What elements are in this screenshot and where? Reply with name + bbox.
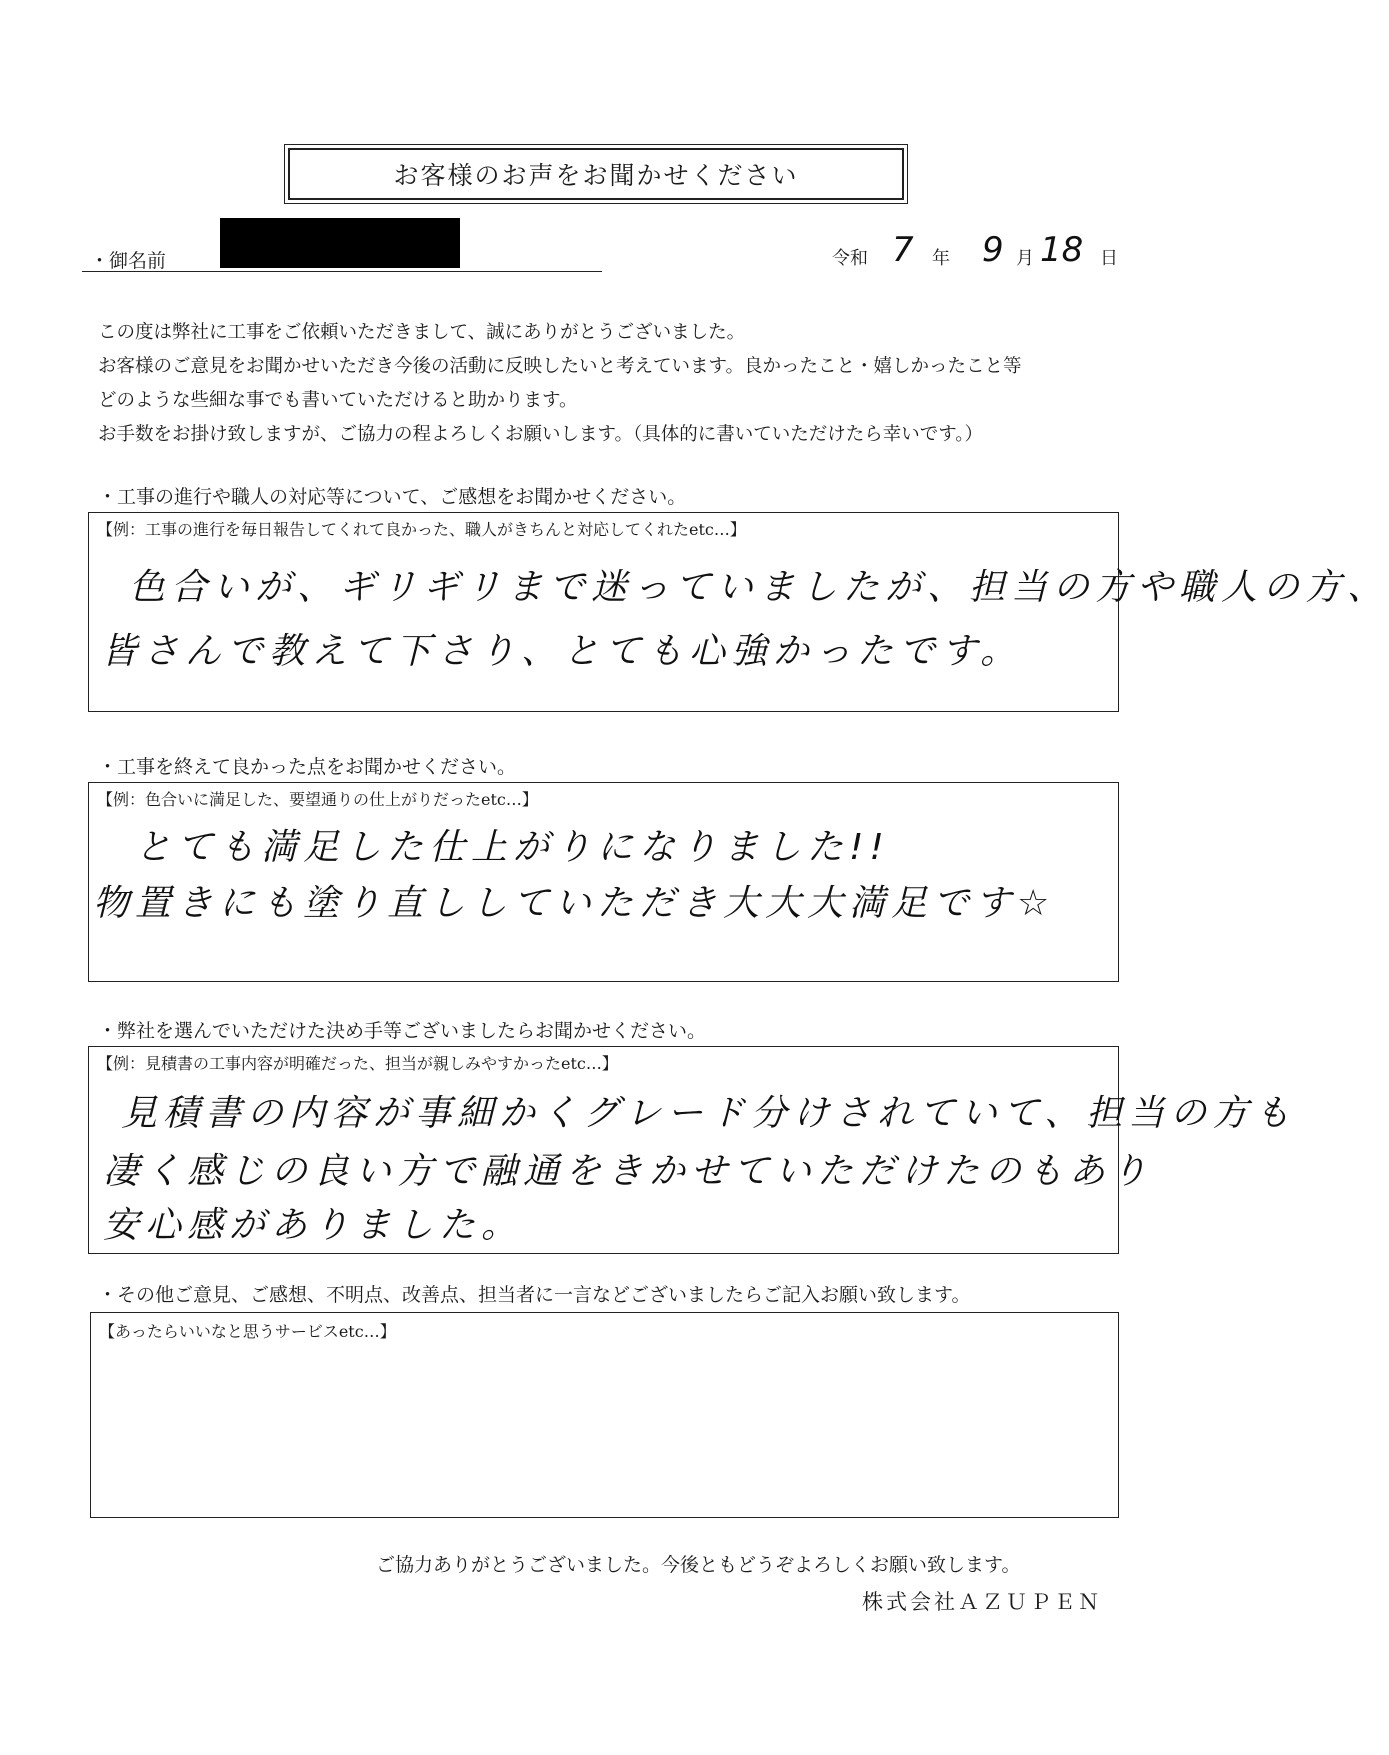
question-2-answer-box [88, 782, 1119, 982]
question-4-title: ・その他ご意見、ご感想、不明点、改善点、担当者に一言などございましたらご記入お願い致します。 [98, 1284, 971, 1306]
question-3-example: 【例：見積書の工事内容が明確だった、担当が親しみやすかったetc…】 [97, 1054, 618, 1073]
redacted-name [220, 218, 460, 268]
question-1-example: 【例：工事の進行を毎日報告してくれて良かった、職人がきちんと対応してくれたetc…】 [97, 520, 746, 539]
date-era: 令和 [832, 248, 868, 269]
question-4-example: 【あったらいいなと思うサービスetc…】 [99, 1322, 396, 1341]
intro-line-4: お手数をお掛け致しますが、ご協力の程よろしくお願いします。（具体的に書いていただけたら幸いです。） [98, 424, 984, 445]
question-3-title: ・弊社を選んでいただけた決め手等ございましたらお聞かせください。 [98, 1020, 707, 1042]
question-3-answer-line-3: 安心感がありました。 [103, 1205, 524, 1246]
date-day: 18 [1040, 230, 1084, 270]
question-1-answer-box [88, 512, 1389, 712]
question-3-answer-line-1: 見積書の内容が事細かくグレード分けされていて、担当の方も [121, 1093, 1297, 1134]
question-2-example: 【例：色合いに満足した、要望通りの仕上がりだったetc…】 [97, 790, 538, 809]
intro-line-1: この度は弊社に工事をご依頼いただきまして、誠にありがとうございました。 [98, 322, 746, 343]
date-field [832, 230, 1132, 278]
company-name: 株式会社ＡＺＵＰＥＮ [862, 1590, 1102, 1614]
date-month: 9 [982, 230, 1004, 270]
intro-line-3: どのような些細な事でも書いていただけると助かります。 [98, 390, 578, 411]
question-2-title: ・工事を終えて良かった点をお聞かせください。 [98, 756, 517, 778]
question-4-answer-box [90, 1312, 1119, 1518]
intro-line-2: お客様のご意見をお聞かせいただき今後の活動に反映したいと考えています。良かったこと・嬉しかったこと等 [98, 356, 1022, 377]
question-1-answer-line-2: 皆さんで教えて下さり、とても心強かったです。 [101, 631, 1023, 672]
date-day-unit: 日 [1100, 248, 1118, 269]
question-2-answer-line-2: 物置きにも塗り直ししていただき大大大満足です☆ [93, 883, 1056, 924]
question-3-answer-box [88, 1046, 1297, 1254]
name-underline [82, 271, 602, 272]
question-1-answer-line-1: 色合いが、ギリギリまで迷っていましたが、担当の方や職人の方、 [129, 567, 1389, 608]
page-title: お客様のお声をお聞かせください [288, 148, 904, 200]
name-label: ・御名前 [90, 250, 167, 272]
date-year-unit: 年 [932, 248, 950, 269]
date-year: 7 [892, 230, 914, 270]
date-month-unit: 月 [1016, 248, 1034, 269]
footer-thanks: ご協力ありがとうございました。今後ともどうぞよろしくお願い致します。 [376, 1554, 1021, 1576]
question-1-title: ・工事の進行や職人の対応等について、ご感想をお聞かせください。 [98, 486, 687, 508]
question-3-answer-line-2: 凄く感じの良い方で融通をきかせていただけたのもあり [103, 1151, 1154, 1192]
question-2-answer-line-1: とても満足した仕上がりになりました!! [135, 827, 890, 868]
